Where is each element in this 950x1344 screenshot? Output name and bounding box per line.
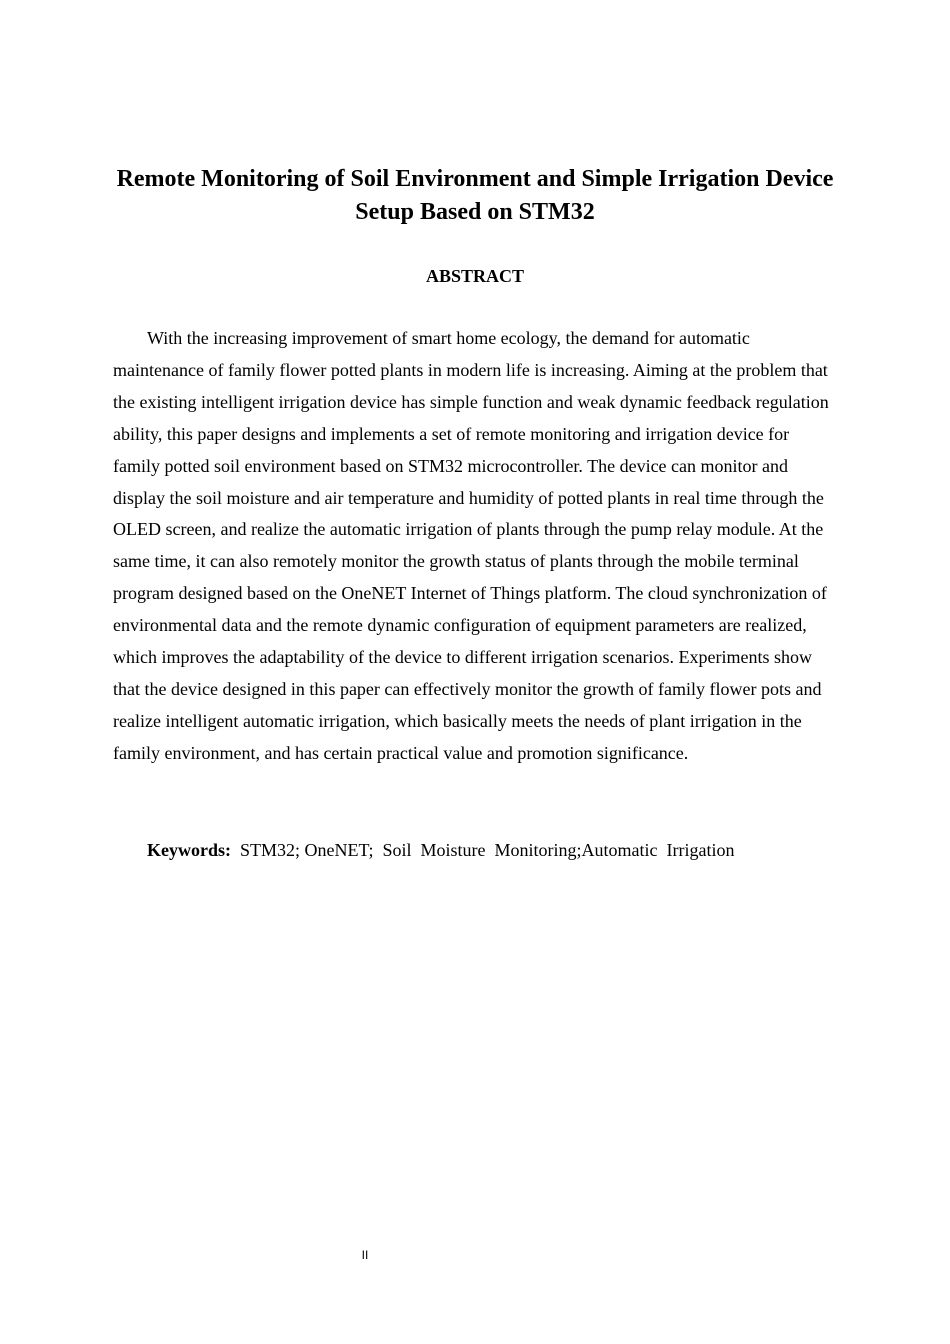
keywords-list: STM32; OneNET; Soil Moisture Monitoring;Automatic Irrigation (240, 840, 735, 860)
paper-title: Remote Monitoring of Soil Environment and Simple Irrigation Device Setup Based on STM32 (116, 166, 834, 225)
keywords-line (147, 834, 847, 866)
abstract-heading: ABSTRACT (425, 266, 525, 286)
keywords-label: Keywords: (147, 840, 231, 860)
page-number: II (361, 1248, 369, 1262)
abstract-body: With the increasing improvement of smart home ecology, the demand for automatic maintenance of family flower potted plants in modern life is increasing. Aiming at the problem that the existing intelligent irrigation device has simple function and weak dynamic feedback regulation ability, this paper designs and implements a set of remote monitoring and irrigation device for family potted soil environment based on STM32 microcontroller. The device can monitor and display the soil moisture and air temperature and humidity of potted plants in real time through the OLED screen, and realize the automatic irrigation of plants through the pump relay module. At the same time, it can also remotely monitor the growth status of plants through the mobile terminal program designed based on the OneNET Internet of Things platform. The cloud synchronization of environmental data and the remote dynamic configuration of equipment parameters are realized, which improves the adaptability of the device to different irrigation scenarios. Experiments show that the device designed in this paper can effectively monitor the growth of family flower pots and realize intelligent automatic irrigation, which basically meets the needs of plant irrigation in the family environment, and has certain practical value and promotion significance. (113, 328, 829, 763)
